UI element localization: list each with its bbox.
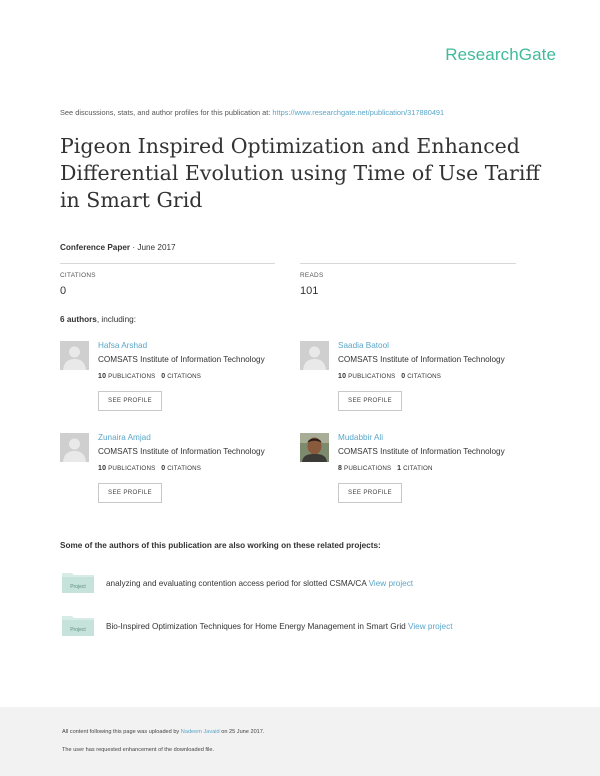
project-title: analyzing and evaluating contention access period for slotted CSMA/CA — [106, 579, 369, 588]
author-cites-label: CITATIONS — [407, 373, 442, 380]
project-item — [60, 614, 560, 642]
see-profile-button[interactable]: SEE PROFILE — [338, 391, 402, 411]
author-pubs-count: 10 — [98, 373, 107, 380]
project-item — [60, 571, 560, 599]
project-folder-icon[interactable] — [60, 614, 96, 638]
author-institution: COMSATS Institute of Information Technology — [98, 355, 265, 364]
author-cites-label: CITATIONS — [167, 373, 202, 380]
see-profile-button[interactable]: SEE PROFILE — [98, 391, 162, 411]
authors-count: 6 authors — [60, 315, 97, 324]
author-cites-count: 0 — [401, 373, 406, 380]
author-institution: COMSATS Institute of Information Technology — [338, 355, 505, 364]
view-project-link[interactable]: View project — [408, 622, 453, 631]
author-pubs-label: PUBLICATIONS — [344, 465, 392, 472]
author-card — [300, 341, 540, 421]
author-cites-count: 0 — [161, 465, 166, 472]
view-project-link[interactable]: View project — [368, 579, 414, 588]
author-pubs-label: PUBLICATIONS — [108, 373, 156, 380]
avatar-placeholder-icon[interactable] — [60, 341, 89, 370]
author-name-link[interactable]: Hafsa Arshad — [98, 341, 148, 350]
author-institution: COMSATS Institute of Information Technology — [98, 447, 265, 456]
researchgate-logo[interactable]: ResearchGate — [445, 45, 556, 64]
project-icon-label: Project — [70, 584, 86, 590]
author-cites-count: 0 — [161, 373, 166, 380]
author-card — [60, 341, 300, 421]
author-pubs-label: PUBLICATIONS — [348, 373, 396, 380]
reads-label: READS — [300, 272, 324, 279]
see-profile-button[interactable]: SEE PROFILE — [338, 483, 402, 503]
discussion-prefix: See discussions, stats, and author profiles for this publication at: — [60, 108, 273, 117]
citations-label: CITATIONS — [60, 272, 96, 279]
author-stats — [98, 465, 201, 472]
author-stats — [338, 465, 433, 472]
author-cites-label: CITATIONS — [167, 465, 202, 472]
project-text — [106, 622, 452, 631]
author-name-link[interactable]: Zunaira Amjad — [98, 433, 151, 442]
author-cites-label: CITATION — [403, 465, 433, 472]
author-pubs-count: 10 — [98, 465, 107, 472]
discussion-line — [60, 108, 444, 117]
author-name-link[interactable]: Saadia Batool — [338, 341, 389, 350]
citations-divider — [60, 263, 275, 264]
meta-separator: · — [130, 243, 138, 252]
publication-url-link[interactable]: https://www.researchgate.net/publication/317880491 — [272, 108, 445, 117]
author-cites-count: 1 — [397, 465, 402, 472]
upload-suffix: on 25 June 2017. — [219, 729, 265, 735]
publication-title: Pigeon Inspired Optimization and Enhanced Differential Evolution using Time of Use Tariff in Smart Grid — [60, 134, 540, 212]
footer — [0, 707, 600, 776]
project-folder-icon[interactable] — [60, 571, 96, 595]
author-pubs-label: PUBLICATIONS — [108, 465, 156, 472]
author-name-link[interactable]: Mudabbir Ali — [338, 433, 384, 442]
publication-date: June 2017 — [137, 243, 176, 252]
avatar-placeholder-icon[interactable] — [300, 341, 329, 370]
uploader-link[interactable]: Nadeem Javaid — [180, 729, 220, 735]
project-text — [106, 579, 413, 588]
authors-heading — [60, 315, 136, 324]
see-profile-button[interactable]: SEE PROFILE — [98, 483, 162, 503]
reads-divider — [300, 263, 516, 264]
enhancement-note: The user has requested enhancement of the downloaded file. — [62, 747, 215, 753]
author-stats — [98, 373, 201, 380]
author-card — [300, 433, 540, 513]
author-photo-icon[interactable] — [300, 433, 329, 462]
author-stats — [338, 373, 441, 380]
related-projects-heading: Some of the authors of this publication are also working on these related projects: — [60, 541, 381, 550]
author-pubs-count: 10 — [338, 373, 347, 380]
reads-value: 101 — [300, 285, 319, 297]
author-card — [60, 433, 300, 513]
upload-note — [62, 729, 264, 735]
author-pubs-count: 8 — [338, 465, 343, 472]
citations-value: 0 — [60, 285, 67, 297]
project-icon-label: Project — [70, 627, 86, 633]
author-institution: COMSATS Institute of Information Technology — [338, 447, 505, 456]
authors-suffix: , including: — [96, 315, 137, 324]
publication-meta — [60, 243, 176, 252]
avatar-placeholder-icon[interactable] — [60, 433, 89, 462]
publication-type: Conference Paper — [60, 243, 131, 252]
upload-prefix: All content following this page was uploaded by — [62, 729, 181, 735]
project-title: Bio-Inspired Optimization Techniques for Home Energy Management in Smart Grid — [106, 622, 409, 631]
